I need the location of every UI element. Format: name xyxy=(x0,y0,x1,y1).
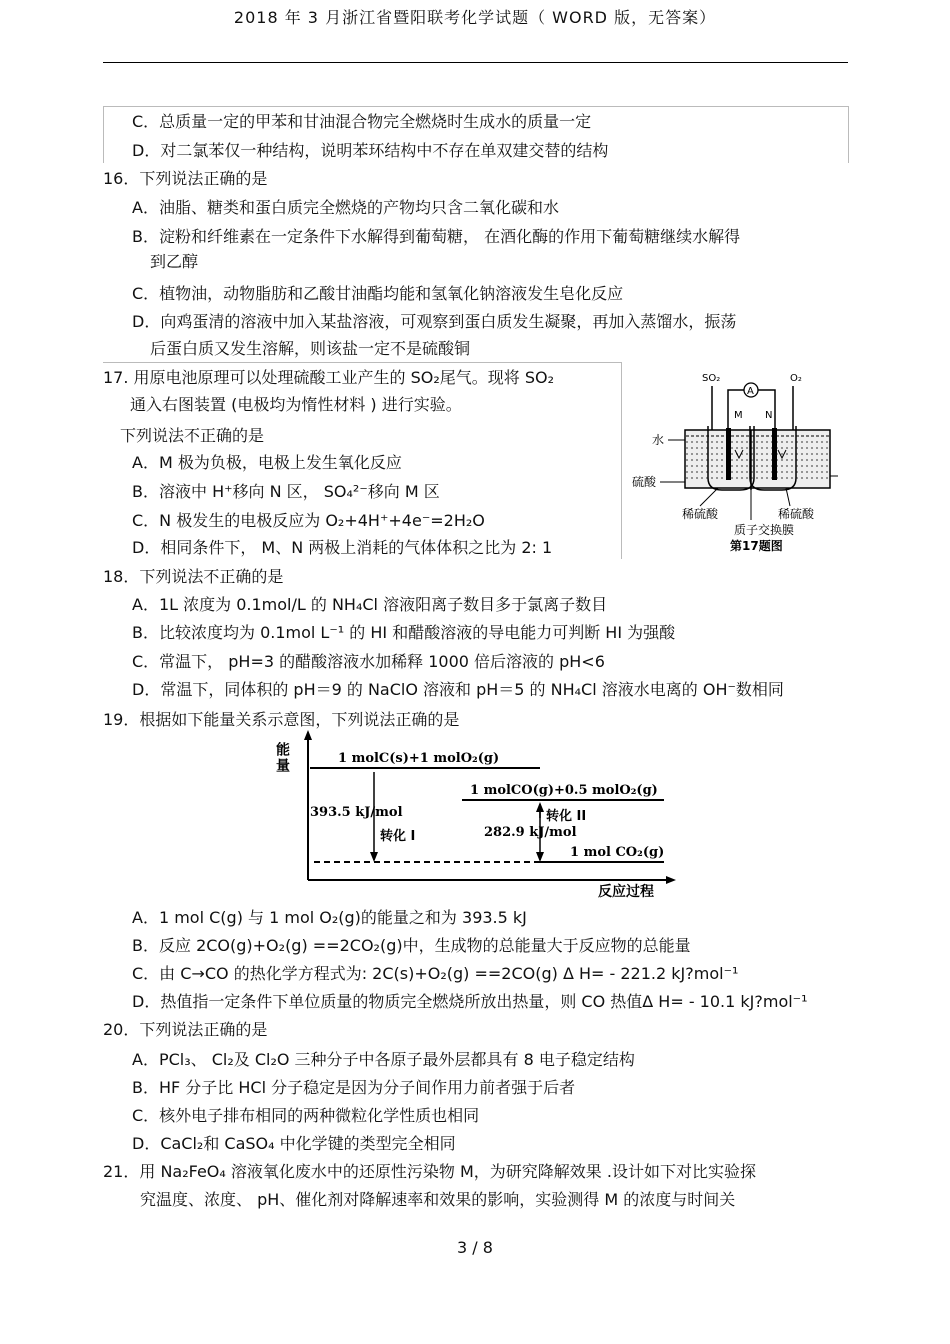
fuel-cell-figure xyxy=(630,368,840,558)
level-top-label: 1 molC(s)+1 molO₂(g) xyxy=(338,751,500,766)
fig-dilute-acid-right: 稀硫酸 xyxy=(778,507,815,521)
fig-o2-label: O₂ xyxy=(790,373,802,384)
question-17-stem: 17. 用原电池原理可以处理硫酸工业产生的 SO₂尾气。现将 SO₂ xyxy=(103,368,555,387)
option-d: D．对二氯苯仅一种结构，说明苯环结构中不存在单双建交替的结构 xyxy=(132,141,609,160)
fig-water-label: 水 xyxy=(652,433,665,447)
level-mid-label: 1 molCO(g)+0.5 molO₂(g) xyxy=(470,783,658,798)
q17-option-a: A．M 极为负极，电极上发生氧化反应 xyxy=(132,453,402,472)
fig-acid-label: 硫酸 xyxy=(632,475,657,489)
q19-option-a: A．1 mol C(g) 与 1 mol O₂(g)的能量之和为 393.5 kJ xyxy=(132,908,527,927)
fig-n-label: N xyxy=(765,410,773,421)
q20-option-c: C．核外电子排布相同的两种微粒化学性质也相同 xyxy=(132,1106,480,1125)
question-16-stem: 16．下列说法正确的是 xyxy=(103,169,268,188)
diagram-x-axis-label: 反应过程 xyxy=(598,884,654,900)
question-17-stem-cont2: 下列说法不正确的是 xyxy=(120,426,265,445)
q20-option-b: B．HF 分子比 HCl 分子稳定是因为分子间作用力前者强于后者 xyxy=(132,1078,576,1097)
energy-diagram xyxy=(274,728,678,900)
page-header: 2018 年 3 月浙江省暨阳联考化学试题（ WORD 版，无答案） xyxy=(233,8,717,27)
delta-1-label: 393.5 kJ/mol xyxy=(310,805,403,820)
fig-membrane-label: 质子交换膜 xyxy=(734,523,795,537)
q16-option-d: D．向鸡蛋清的溶液中加入某盐溶液，可观察到蛋白质发生凝聚，再加入蒸馏水，振荡 xyxy=(132,312,737,331)
q18-option-d: D．常温下，同体积的 pH＝9 的 NaClO 溶液和 pH＝5 的 NH₄Cl 溶液水电离的 OH⁻数相同 xyxy=(132,680,784,699)
q19-option-d: D．热值指一定条件下单位质量的物质完全燃烧所放出热量，则 CO 热值Δ H= - 10.1 kJ?mol⁻¹ xyxy=(132,992,808,1011)
q20-option-a: A．PCl₃、 Cl₂及 Cl₂O 三种分子中各原子最外层都具有 8 电子稳定结构 xyxy=(132,1050,635,1069)
fig-so2-label: SO₂ xyxy=(702,373,721,384)
question-17-stem-cont: 通入右图装置 (电极均为惰性材料 ) 进行实验。 xyxy=(130,395,462,414)
question-19-stem: 19．根据如下能量关系示意图，下列说法正确的是 xyxy=(103,710,460,729)
q18-option-a: A．1L 浓度为 0.1mol/L 的 NH₄Cl 溶液阳离子数目多于氯离子数目 xyxy=(132,595,608,614)
option-c: C．总质量一定的甲苯和甘油混合物完全燃烧时生成水的质量一定 xyxy=(132,112,592,131)
q16-option-b: B．淀粉和纤维素在一定条件下水解得到葡萄糖， 在酒化酶的作用下葡萄糖继续水解得 xyxy=(132,227,741,246)
question-21-stem: 21．用 Na₂FeO₄ 溶液氧化废水中的还原性污染物 M，为研究降解效果 .设计如下对比实验探 xyxy=(103,1162,756,1181)
fig-dilute-acid-left: 稀硫酸 xyxy=(682,507,719,521)
diagram-y-axis-label: 能量 xyxy=(274,742,290,774)
q16-option-c: C．植物油，动物脂肪和乙酸甘油酯均能和氢氧化钠溶液发生皂化反应 xyxy=(132,284,624,303)
delta-2-label: 282.9 kJ/mol xyxy=(484,825,577,840)
step-1-label: 转化 I xyxy=(380,829,416,844)
header-rule xyxy=(103,62,848,63)
q17-option-d: D．相同条件下， M、N 两极上消耗的气体体积之比为 2: 1 xyxy=(132,538,553,557)
q18-option-c: C．常温下， pH=3 的醋酸溶液水加稀释 1000 倍后溶液的 pH<6 xyxy=(132,652,605,671)
q20-option-d: D．CaCl₂和 CaSO₄ 中化学键的类型完全相同 xyxy=(132,1134,456,1153)
q17-option-c: C．N 极发生的电极反应为 O₂+4H⁺+4e⁻=2H₂O xyxy=(132,511,485,530)
level-bottom-label: 1 mol CO₂(g) xyxy=(570,845,665,860)
q16-option-a: A．油脂、糖类和蛋白质完全燃烧的产物均只含二氧化碳和水 xyxy=(132,198,559,217)
q19-option-c: C．由 C→CO 的热化学方程式为: 2C(s)+O₂(g) ==2CO(g) Δ H= - 221.2 kJ?mol⁻¹ xyxy=(132,964,739,983)
fig-ammeter-label: A xyxy=(747,386,754,397)
fig-caption: 第17题图 xyxy=(730,539,783,553)
question-21-stem-cont: 究温度、浓度、 pH、催化剂对降解速率和效果的影响，实验测得 M 的浓度与时间关 xyxy=(140,1190,736,1209)
q16-option-b-cont: 到乙醇 xyxy=(150,252,199,271)
page-number: 3 / 8 xyxy=(457,1238,493,1257)
fig-m-label: M xyxy=(734,410,743,421)
q18-option-b: B．比较浓度均为 0.1mol L⁻¹ 的 HI 和醋酸溶液的导电能力可判断 HI 为强酸 xyxy=(132,623,676,642)
q16-option-d-cont: 后蛋白质又发生溶解，则该盐一定不是硫酸铜 xyxy=(150,339,471,358)
question-18-stem: 18．下列说法不正确的是 xyxy=(103,567,284,586)
q17-option-b: B．溶液中 H⁺移向 N 区， SO₄²⁻移向 M 区 xyxy=(132,482,440,501)
q19-option-b: B．反应 2CO(g)+O₂(g) ==2CO₂(g)中，生成物的总能量大于反应物的总能量 xyxy=(132,936,691,955)
question-20-stem: 20．下列说法正确的是 xyxy=(103,1020,268,1039)
step-2-label: 转化 II xyxy=(546,809,587,824)
